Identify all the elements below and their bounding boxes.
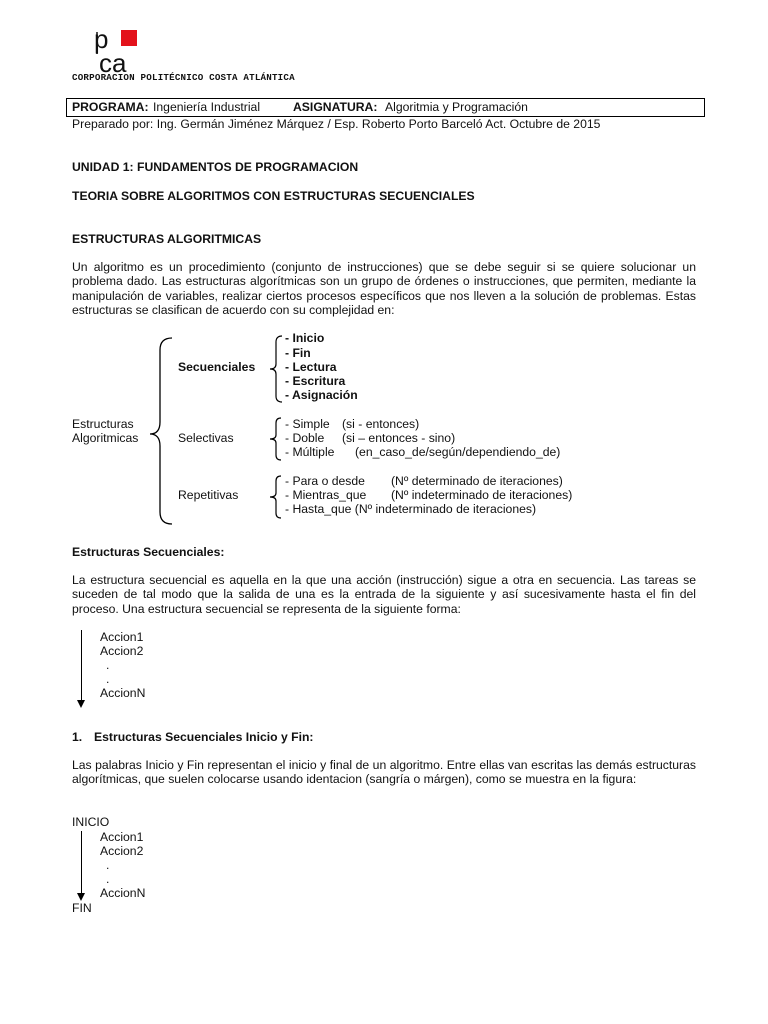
sequential-item: - Fin [285,346,311,360]
prepared-by: Preparado por: Ing. Germán Jiménez Márquez / Esp. Roberto Porto Barceló Act. Octubre de 2015 [72,117,601,131]
program-label: PROGRAMA: [72,100,149,114]
sequential-item: - Inicio [285,331,325,345]
flow-step: Accion1 [100,630,144,644]
section-heading-sequential: Estructuras Secuenciales: [72,545,225,559]
svg-text:p: p [94,26,109,54]
selective-item-detail: (en_caso_de/según/dependiendo_de) [355,445,561,459]
section-heading-start-end: Estructuras Secuenciales Inicio y Fin: [94,730,314,744]
flow-arrow-head-icon [77,700,85,708]
corporation-name: CORPORACION POLITÉCNICO COSTA ATLÁNTICA [72,72,295,83]
flow-arrow-line [81,831,82,894]
flow-step: AccionN [100,886,146,900]
selective-brace [268,416,284,462]
repetitive-item-detail: (Nº determinado de iteraciones) [391,474,563,488]
start-end-paragraph: Las palabras Inicio y Fin representan el inicio y final de un algoritmo. Entre ellas van escritas las demás estructuras algorítmicas, que suelen colocarse usando identacion (sangría o márgen), como se muestra en la figura: [72,758,696,787]
selective-item-detail: (si - entonces) [342,417,420,431]
sequential-item: - Asignación [285,388,358,402]
flow-step: . [106,858,110,872]
flow-arrow-line [81,630,82,700]
selective-item-name: - Múltiple [285,445,335,459]
start-label: INICIO [72,815,110,829]
unit-title: UNIDAD 1: FUNDAMENTOS DE PROGRAMACION [72,160,359,174]
subject-value: Algoritmia y Programación [385,100,528,114]
selective-label: Selectivas [178,431,234,445]
subject-label: ASIGNATURA: [293,100,378,114]
selective-item-detail: (si – entonces - sino) [342,431,456,445]
main-brace [148,336,178,526]
flow-step: Accion2 [100,644,144,658]
tree-root-line1: Estructuras [72,417,134,431]
flow-arrow-head-icon [77,893,85,901]
logo [92,26,152,76]
flow-step: Accion2 [100,844,144,858]
sequential-paragraph: La estructura secuencial es aquella en la que una acción (instrucción) sigue a otra en secuencia. Las tareas se suceden de tal modo que la salida de una es la entrada de la siguiente y así sucesivamente hasta el fin del proceso. Una estructura secuencial se representa de la siguiente forma: [72,573,696,616]
sequential-brace [268,334,286,404]
flow-step: . [106,672,110,686]
flow-step: Accion1 [100,830,144,844]
section-heading-structures: ESTRUCTURAS ALGORITMICAS [72,232,262,246]
flow-step: . [106,658,110,672]
flow-step: . [106,872,110,886]
repetitive-label: Repetitivas [178,488,239,502]
repetitive-item-detail: (Nº indeterminado de iteraciones) [391,488,573,502]
sequential-item: - Escritura [285,374,346,388]
selective-item-name: - Simple [285,417,330,431]
repetitive-item-name: - Para o desde [285,474,365,488]
section-number: 1. [72,730,83,744]
selective-item-name: - Doble [285,431,325,445]
repetitive-item-name: - Mientras_que [285,488,367,502]
intro-paragraph: Un algoritmo es un procedimiento (conjunto de instrucciones) que se debe seguir si se quiere solucionar un problema dado. Las estructuras algorítmicas son un grupo de órdenes o instrucciones, que permiten, mediante la manipulación de variables, realizar ciertos procesos específicos que nos lleven a la solución de problemas. Estas estructuras se clasifican de acuerdo con su complejidad en: [72,260,696,317]
program-value: Ingeniería Industrial [153,100,261,114]
theory-title: TEORIA SOBRE ALGORITMOS CON ESTRUCTURAS SECUENCIALES [72,189,475,203]
sequential-label: Secuenciales [178,360,256,374]
flow-step: AccionN [100,686,146,700]
sequential-item: - Lectura [285,360,337,374]
repetitive-item-name: - Hasta_que (Nº indeterminado de iteraciones) [285,502,537,516]
tree-root-line2: Algoritmicas [72,431,139,445]
end-label: FIN [72,901,92,915]
repetitive-brace [268,474,284,520]
svg-text:ca: ca [99,48,127,76]
